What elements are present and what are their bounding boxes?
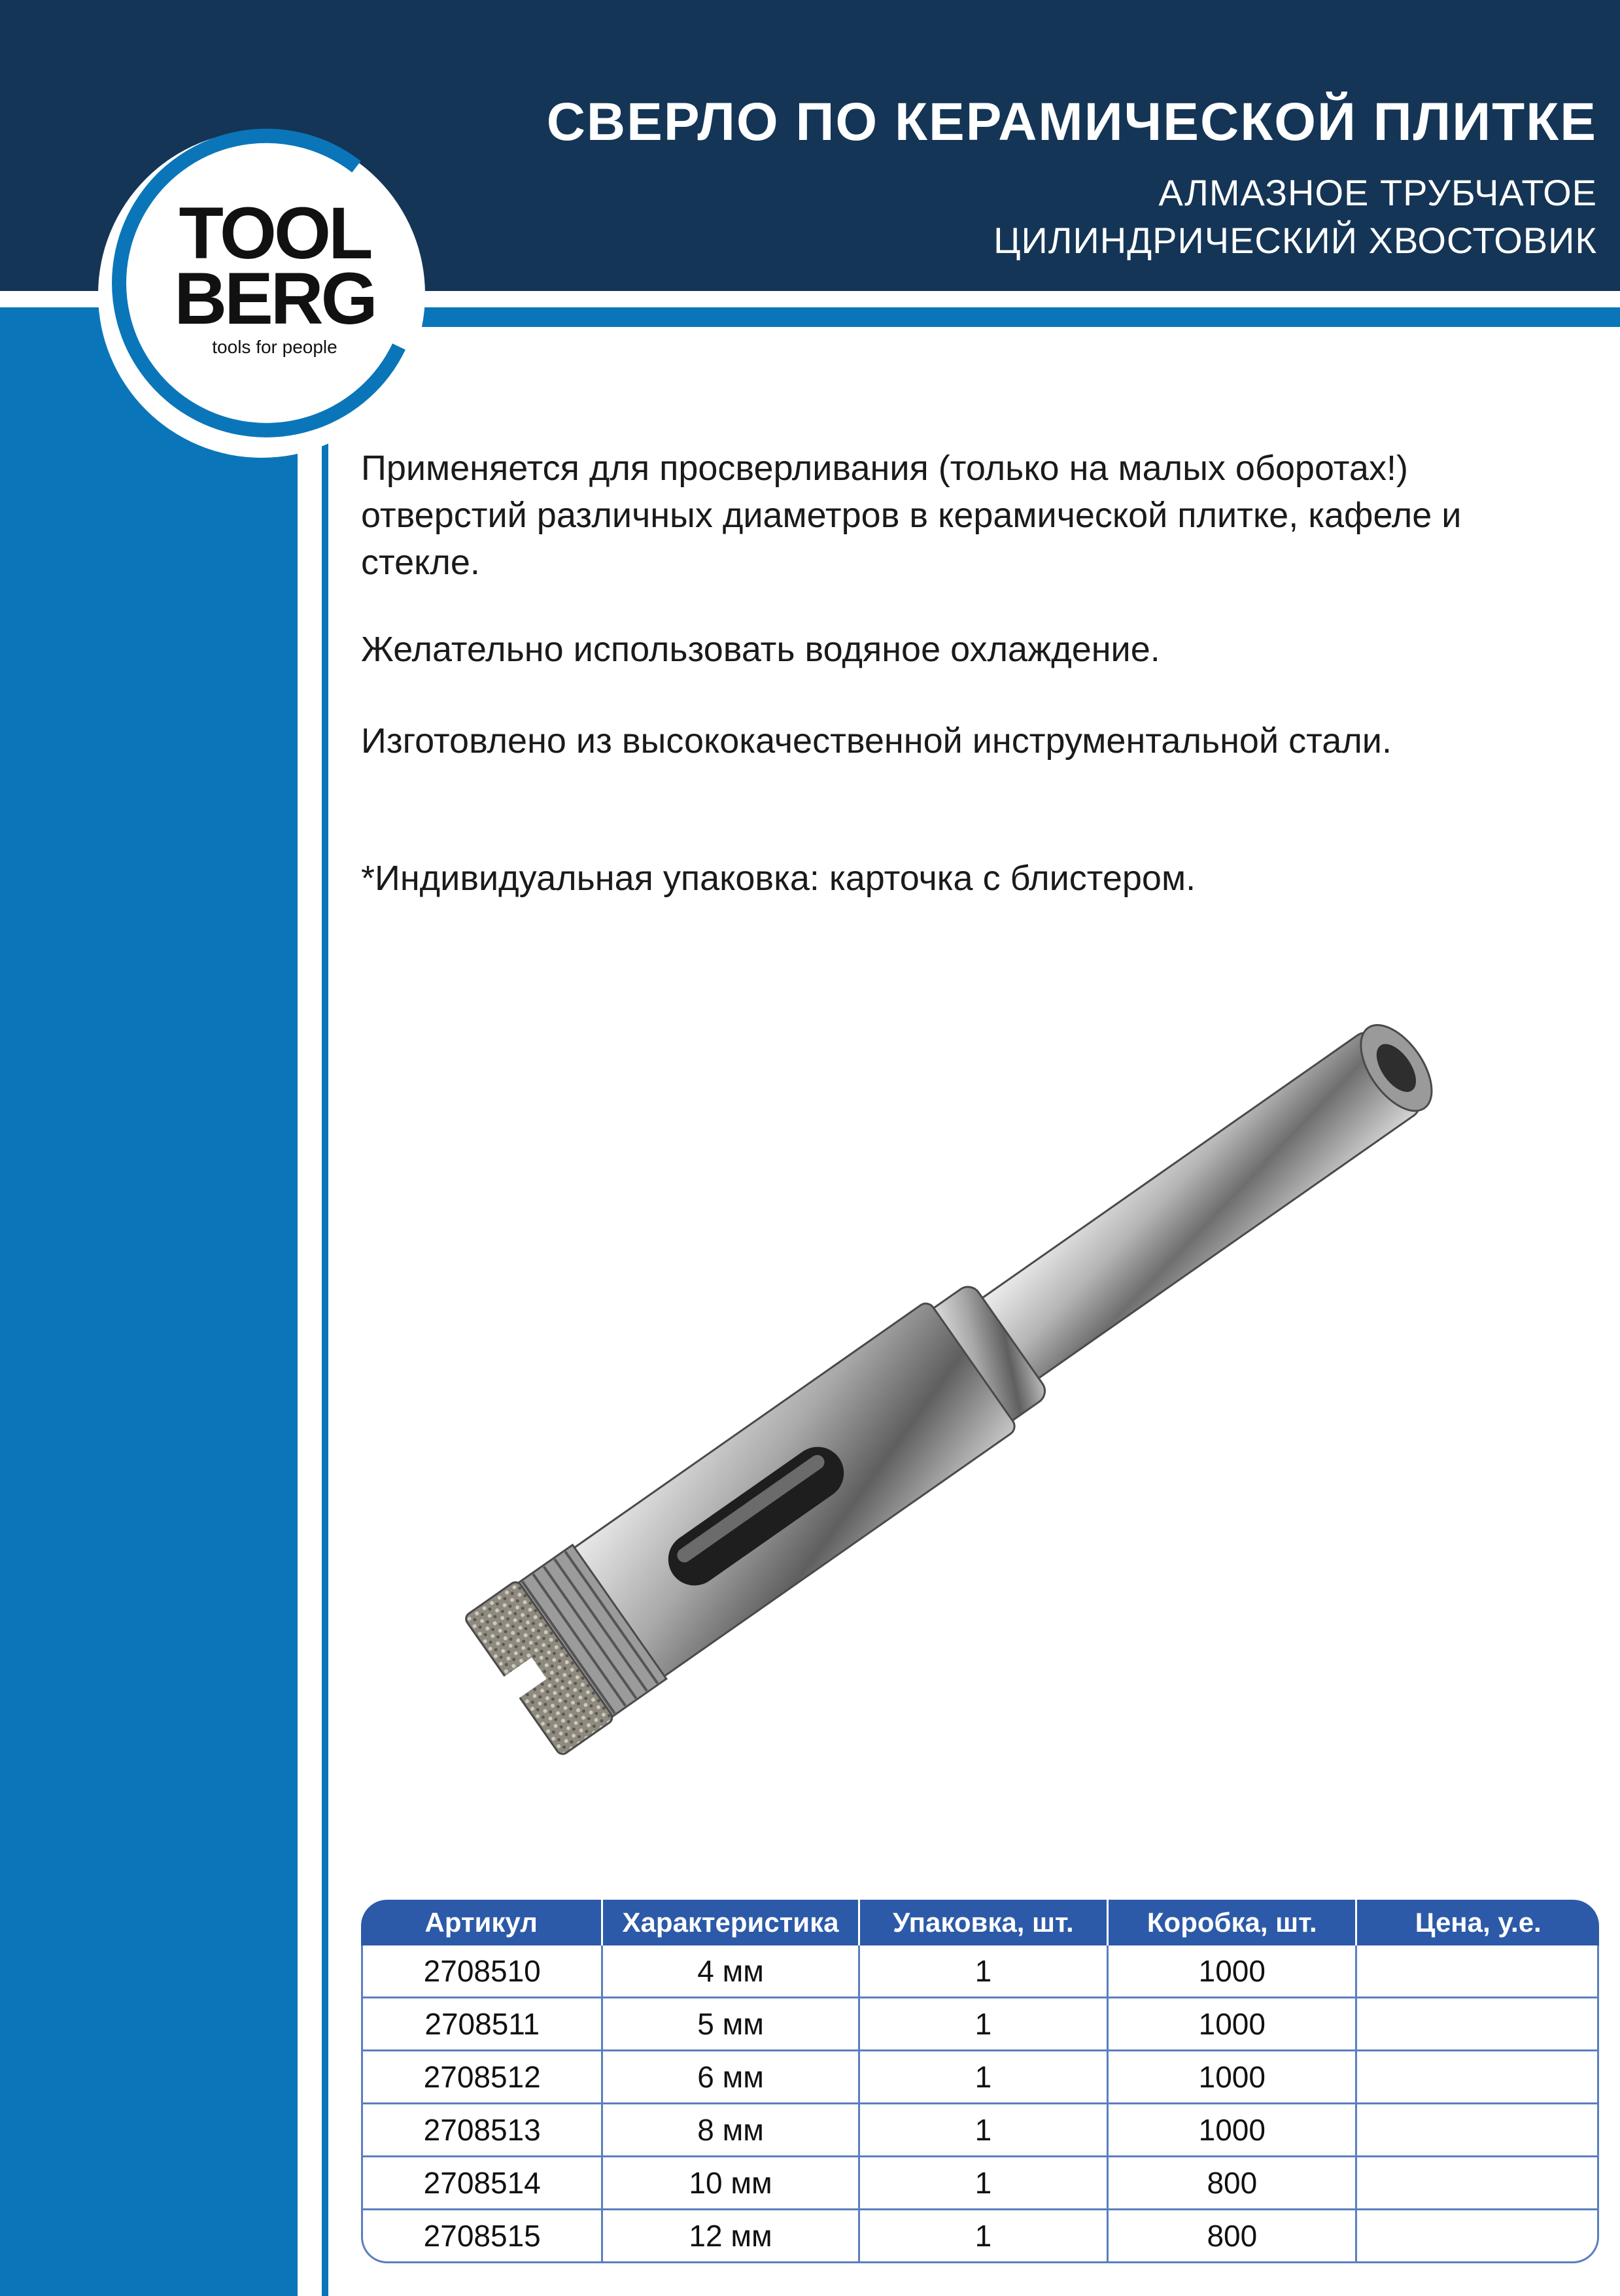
cell-package: 1 [860,2157,1109,2210]
cell-package: 1 [860,2104,1109,2157]
table-row [361,2104,1599,2157]
drill-bit-image [392,994,1543,1766]
header-characteristic: Характеристика [603,1900,859,1945]
description-usage: Применяется для просверливания (только на малых оборотах!) отверстий различных диаметров в керамической плитке, кафеле и стекле. [361,449,1462,582]
cell-price [1357,1998,1599,2051]
cell-characteristic: 5 мм [603,1998,859,2051]
description-material: Изготовлено из высококачественной инструментальной стали. [361,721,1392,761]
header-box: Коробка, шт. [1109,1900,1357,1945]
cell-price [1357,2210,1599,2263]
sidebar-strip [0,307,298,2296]
table-header-row [361,1900,1599,1945]
cell-price [1357,2051,1599,2104]
header-package: Упаковка, шт. [860,1900,1109,1945]
cell-price [1357,2104,1599,2157]
cell-article: 2708511 [361,1998,603,2051]
cell-box: 1000 [1109,2104,1357,2157]
table-row [361,2051,1599,2104]
cell-characteristic: 4 мм [603,1945,859,1998]
cell-article: 2708513 [361,2104,603,2157]
logo-tagline: tools for people [212,337,337,357]
table-row [361,2210,1599,2263]
cell-package: 1 [860,1998,1109,2051]
sidebar-edge-line [322,327,328,2296]
table-row [361,1945,1599,1998]
cell-package: 1 [860,2210,1109,2263]
cell-package: 1 [860,2051,1109,2104]
cell-price [1357,2157,1599,2210]
cell-box: 1000 [1109,1945,1357,1998]
document-subtitle-1: АЛМАЗНОЕ ТРУБЧАТОЕ [1158,172,1597,213]
cell-article: 2708514 [361,2157,603,2210]
description-packaging: *Индивидуальная упаковка: карточка с блистером. [361,859,1196,898]
cell-box: 800 [1109,2157,1357,2210]
cell-package: 1 [860,1945,1109,1998]
table-row [361,2157,1599,2210]
logo-text-tool: TOOL [179,192,371,274]
header-price: Цена, у.е. [1357,1900,1599,1945]
cell-characteristic: 8 мм [603,2104,859,2157]
toolberg-logo [92,124,432,464]
specification-table-wrapper [361,1900,1599,2263]
cell-box: 1000 [1109,1998,1357,2051]
cell-characteristic: 6 мм [603,2051,859,2104]
cell-box: 1000 [1109,2051,1357,2104]
document-title: СВЕРЛО ПО КЕРАМИЧЕСКОЙ ПЛИТКЕ [546,92,1597,152]
cell-box: 800 [1109,2210,1357,2263]
cell-characteristic: 12 мм [603,2210,859,2263]
table-row [361,1998,1599,2051]
cell-price [1357,1945,1599,1998]
cell-characteristic: 10 мм [603,2157,859,2210]
cell-article: 2708512 [361,2051,603,2104]
description-cooling: Желательно использовать водяное охлаждение. [361,630,1160,669]
cell-article: 2708510 [361,1945,603,1998]
header-article: Артикул [361,1900,603,1945]
document-subtitle-2: ЦИЛИНДРИЧЕСКИЙ ХВОСТОВИК [993,220,1597,261]
logo-text-berg: BERG [174,258,375,339]
specification-table [361,1900,1599,2263]
cell-article: 2708515 [361,2210,603,2263]
